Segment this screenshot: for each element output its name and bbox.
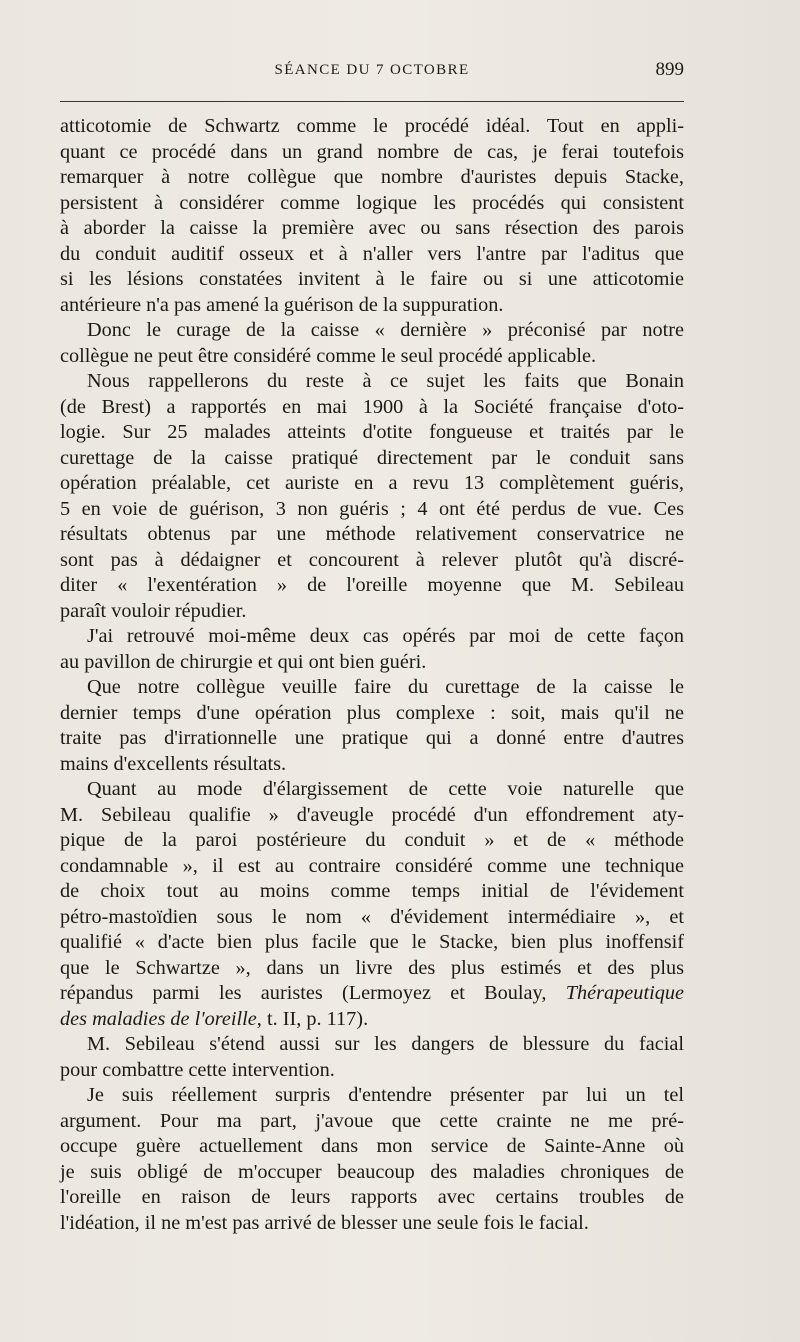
text-line: 5 en voie de guérison, 3 non guéris ; 4 ont été perdus de vue. Ces bbox=[60, 497, 684, 520]
text-line: dernier temps d'une opération plus complexe : soit, mais qu'il ne bbox=[60, 701, 684, 724]
body-text bbox=[60, 114, 684, 1236]
text-line: qualifié « d'acte bien plus facile que le Stacke, bien plus inoffensif bbox=[60, 931, 684, 953]
text-line: collègue ne peut être considéré comme le seul procédé applicable. bbox=[60, 344, 597, 367]
text-line bbox=[60, 981, 684, 1007]
text-line: curettage de la caisse pratiqué directement par le conduit sans bbox=[60, 446, 684, 469]
text-line bbox=[60, 1007, 684, 1033]
text-line: condamnable », il est au contraire considéré comme une technique bbox=[60, 854, 684, 877]
text-line: opération préalable, cet auriste en a revu 13 complètement guéris, bbox=[60, 472, 684, 494]
book-title-italic: des maladies de l'oreille bbox=[60, 1007, 257, 1030]
text-line: occupe guère actuellement dans mon service de Sainte-Anne où bbox=[60, 1135, 684, 1157]
running-title: SÉANCE DU 7 OCTOBRE bbox=[274, 62, 470, 78]
text-line: résultats obtenus par une méthode relativement conservatrice ne bbox=[60, 523, 684, 545]
text-line: l'oreille en raison de leurs rapports avec certains troubles de bbox=[60, 1186, 684, 1208]
text-line: du conduit auditif osseux et à n'aller vers l'antre par l'aditus que bbox=[60, 242, 684, 265]
text-line: traite pas d'irrationnelle une pratique qui a donné entre d'autres bbox=[60, 727, 684, 749]
text-line: paraît vouloir répudier. bbox=[60, 599, 247, 622]
text-line: antérieure n'a pas amené la guérison de la suppuration. bbox=[60, 293, 504, 316]
header-rule bbox=[60, 101, 684, 102]
text-line: M. Sebileau qualifie » d'aveugle procédé d'un effondrement aty- bbox=[60, 803, 684, 826]
text-line: atticotomie de Schwartz comme le procédé idéal. Tout en appli- bbox=[60, 115, 684, 137]
text-line: Donc le curage de la caisse « dernière » préconisé par notre bbox=[87, 319, 684, 341]
book-title-italic: Thérapeutique bbox=[565, 982, 684, 1004]
text-line: de choix tout au moins comme temps initial de l'évidement bbox=[60, 880, 684, 902]
text-line: si les lésions constatées invitent à le faire ou si une atticotomie bbox=[60, 268, 684, 290]
text-segment: répandus parmi les auristes (Lermoyez et Boulay, bbox=[60, 982, 566, 1004]
text-line: quant ce procédé dans un grand nombre de cas, je ferai toutefois bbox=[60, 140, 684, 163]
page-number: 899 bbox=[655, 59, 684, 80]
text-line: pour combattre cette intervention. bbox=[60, 1058, 335, 1081]
text-line: à aborder la caisse la première avec ou sans résection des parois bbox=[60, 217, 684, 239]
text-line: pétro-mastoïdien sous le nom « d'évidement intermédiaire », et bbox=[60, 905, 684, 928]
text-line: Que notre collègue veuille faire du curettage de la caisse le bbox=[87, 676, 684, 698]
text-line: logie. Sur 25 malades atteints d'otite fongueuse et traités par le bbox=[60, 421, 684, 443]
text-line: J'ai retrouvé moi-même deux cas opérés par moi de cette façon bbox=[87, 625, 684, 647]
text-line: argument. Pour ma part, j'avoue que cette crainte ne me pré- bbox=[60, 1109, 684, 1132]
text-line: diter « l'exentération » de l'oreille moyenne que M. Sebileau bbox=[60, 574, 684, 596]
text-line: que le Schwartze », dans un livre des plus estimés et des plus bbox=[60, 956, 684, 979]
text-line: Nous rappellerons du reste à ce sujet les faits que Bonain bbox=[87, 370, 684, 392]
text-line: Je suis réellement surpris d'entendre présenter par lui un tel bbox=[87, 1084, 684, 1106]
text-segment: , t. II, p. 117). bbox=[256, 1007, 369, 1030]
text-line: mains d'excellents résultats. bbox=[60, 752, 287, 775]
page-header bbox=[60, 58, 684, 88]
text-line: M. Sebileau s'étend aussi sur les dangers de blessure du facial bbox=[87, 1033, 684, 1055]
text-line: (de Brest) a rapportés en mai 1900 à la Société française d'oto- bbox=[60, 395, 684, 418]
text-line: sont pas à dédaigner et concourent à relever plutôt qu'à discré- bbox=[60, 548, 684, 571]
text-line: remarquer à notre collègue que nombre d'auristes depuis Stacke, bbox=[60, 166, 684, 188]
text-line: au pavillon de chirurgie et qui ont bien guéri. bbox=[60, 650, 427, 673]
text-line: l'idéation, il ne m'est pas arrivé de blesser une seule fois le facial. bbox=[60, 1211, 589, 1234]
text-line: Quant au mode d'élargissement de cette voie naturelle que bbox=[87, 778, 684, 800]
text-line: je suis obligé de m'occuper beaucoup des maladies chroniques de bbox=[60, 1160, 684, 1183]
text-line: pique de la paroi postérieure du conduit » et de « méthode bbox=[60, 829, 684, 851]
text-line: persistent à considérer comme logique les procédés qui consistent bbox=[60, 191, 684, 214]
